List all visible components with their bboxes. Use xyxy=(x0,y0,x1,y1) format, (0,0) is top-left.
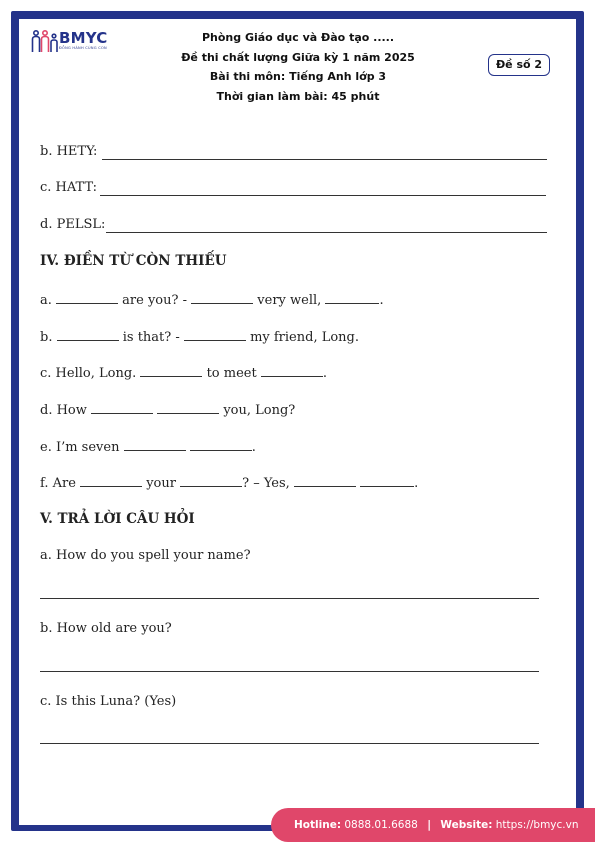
answer-blank[interactable] xyxy=(261,363,323,377)
unscramble-label: d. PELSL: xyxy=(40,217,106,232)
answer-blank[interactable] xyxy=(124,437,186,451)
answer-blank[interactable] xyxy=(56,290,118,304)
header-duration: Thời gian làm bài: 45 phút xyxy=(216,89,380,103)
answer-blank[interactable] xyxy=(190,437,252,451)
answer-blank[interactable] xyxy=(360,473,414,487)
answer-blank[interactable] xyxy=(91,400,153,414)
footer-separator: | xyxy=(427,819,432,831)
exam-header xyxy=(150,28,446,106)
brand-tagline: ĐỒNG HÀNH CÙNG CON xyxy=(59,46,107,50)
answer-blank[interactable] xyxy=(100,180,546,196)
answer-blank[interactable] xyxy=(180,473,242,487)
fill-item-a: a. are you? - very well, . xyxy=(40,290,384,308)
question-a: a. How do you spell your name? xyxy=(40,548,251,563)
unscramble-item-c xyxy=(40,180,547,195)
answer-blank[interactable] xyxy=(140,363,202,377)
exam-number-badge: Đề số 2 xyxy=(488,54,550,76)
answer-blank[interactable] xyxy=(106,217,547,233)
website-link[interactable]: https://bmyc.vn xyxy=(495,819,579,831)
section-title-fill-in: IV. ĐIỀN TỪ CÒN THIẾU xyxy=(40,253,227,269)
unscramble-label: b. HETY: xyxy=(40,144,98,159)
brand-name: BMYC xyxy=(59,29,108,47)
hotline-number[interactable]: 0888.01.6688 xyxy=(344,819,418,831)
answer-blank[interactable] xyxy=(184,327,246,341)
fill-item-f: f. Are your ? – Yes, . xyxy=(40,473,418,491)
question-c: c. Is this Luna? (Yes) xyxy=(40,694,177,709)
answer-blank[interactable] xyxy=(80,473,142,487)
header-subject: Bài thi môn: Tiếng Anh lớp 3 xyxy=(209,70,387,83)
fill-item-d: d. How you, Long? xyxy=(40,400,295,418)
answer-blank[interactable] xyxy=(102,144,547,160)
contact-footer xyxy=(271,808,595,842)
answer-blank[interactable] xyxy=(157,400,219,414)
answer-blank[interactable] xyxy=(294,473,356,487)
answer-blank[interactable] xyxy=(191,290,253,304)
answer-blank[interactable] xyxy=(325,290,379,304)
question-b: b. How old are you? xyxy=(40,621,172,636)
answer-line[interactable] xyxy=(40,671,539,672)
answer-blank[interactable] xyxy=(57,327,119,341)
hotline-label: Hotline: xyxy=(294,819,342,831)
website-label: Website: xyxy=(440,819,493,831)
unscramble-label: c. HATT: xyxy=(40,180,98,195)
fill-item-b: b. is that? - my friend, Long. xyxy=(40,327,359,345)
fill-item-e: e. I’m seven . xyxy=(40,437,256,455)
answer-line[interactable] xyxy=(40,598,539,599)
section-title-answer-questions: V. TRẢ LỜI CÂU HỎI xyxy=(40,511,195,527)
fill-item-c: c. Hello, Long. to meet . xyxy=(40,363,327,381)
answer-line[interactable] xyxy=(40,743,539,744)
unscramble-item-d xyxy=(40,217,547,232)
header-department: Phòng Giáo dục và Đào tạo ..... xyxy=(201,31,395,44)
header-exam-title: Đề thi chất lượng Giữa kỳ 1 năm 2025 xyxy=(181,50,415,64)
unscramble-item-b xyxy=(40,144,547,159)
